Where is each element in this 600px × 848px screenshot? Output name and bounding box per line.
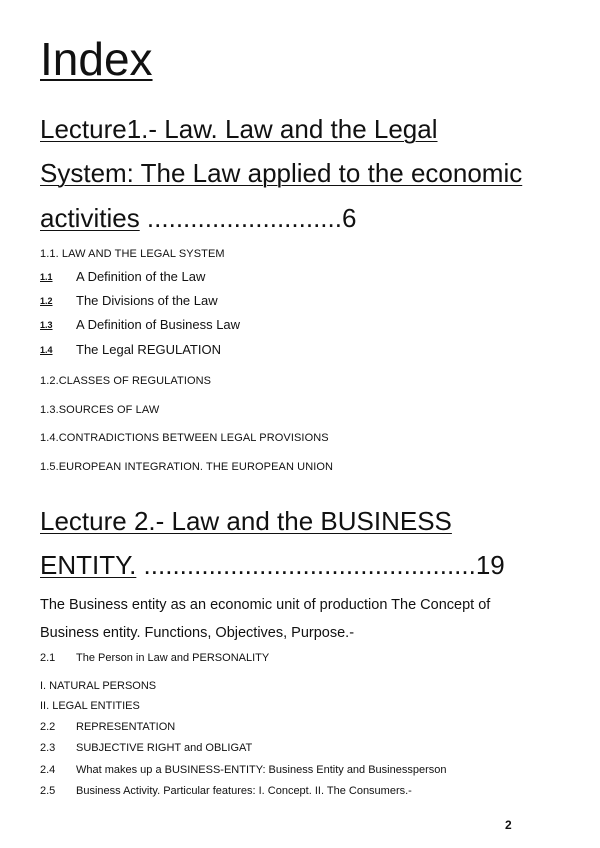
section-1-1: 1.1. LAW AND THE LEGAL SYSTEM [40, 248, 225, 260]
item-2-2: 2.2 REPRESENTATION [40, 721, 176, 733]
item-2-4: 2.4 What makes up a BUSINESS-ENTITY: Business Entity and Businessperson [40, 764, 447, 776]
section-1-4: 1.4.CONTRADICTIONS BETWEEN LEGAL PROVISIONS [40, 432, 329, 444]
subitem-1-4: 1.4 The Legal REGULATION [40, 342, 221, 357]
lecture1-heading-line2: System: The Law applied to the economic [40, 158, 523, 188]
item-2-1: 2.1 The Person in Law and PERSONALITY [40, 652, 270, 664]
subitem-1-1: 1.1 A Definition of the Law [40, 269, 206, 284]
page-number: 2 [505, 818, 512, 832]
lecture1-heading-line3: activities ...........................6 [40, 203, 357, 233]
item-2-3: 2.3 SUBJECTIVE RIGHT and OBLIGAT [40, 742, 253, 754]
paragraph-line1: The Business entity as an economic unit of production The Concept of [40, 597, 491, 613]
legal-entities: II. LEGAL ENTITIES [40, 700, 140, 712]
subitem-1-3: 1.3 A Definition of Business Law [40, 317, 241, 332]
section-1-2: 1.2.CLASSES OF REGULATIONS [40, 375, 212, 387]
page-title: Index [40, 33, 153, 85]
item-2-5: 2.5 Business Activity. Particular features: I. Concept. II. The Consumers.- [40, 785, 412, 797]
lecture2-heading-line2: ENTITY. ..............................................19 [40, 550, 505, 580]
natural-persons: I. NATURAL PERSONS [40, 680, 157, 692]
section-1-3: 1.3.SOURCES OF LAW [40, 404, 160, 416]
lecture2-heading-line1: Lecture 2.- Law and the BUSINESS [40, 506, 452, 536]
lecture1-heading-line1: Lecture1.- Law. Law and the Legal [40, 114, 438, 144]
subitem-1-2: 1.2 The Divisions of the Law [40, 293, 218, 308]
section-1-5: 1.5.EUROPEAN INTEGRATION. THE EUROPEAN UNION [40, 461, 334, 473]
paragraph-line2: Business entity. Functions, Objectives, Purpose.- [40, 625, 355, 641]
